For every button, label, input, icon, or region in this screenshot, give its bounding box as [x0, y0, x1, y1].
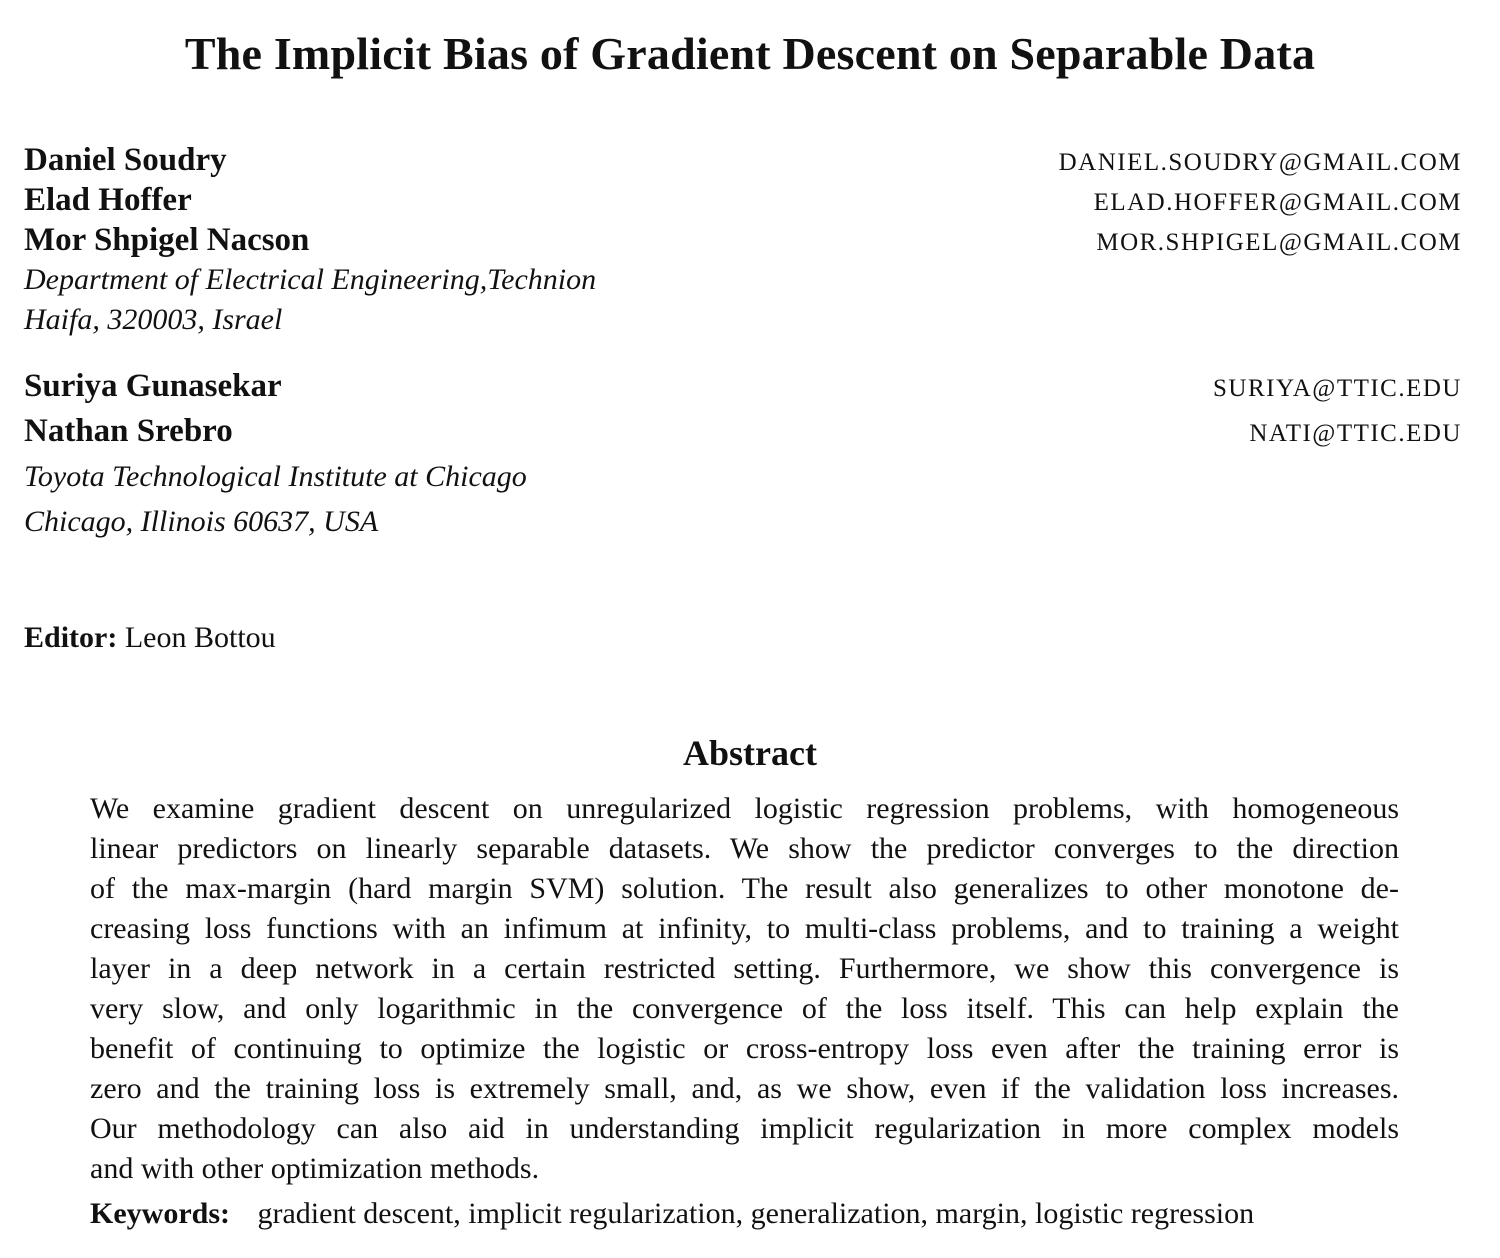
abstract-heading: Abstract [683, 733, 817, 773]
author-name: Suriya Gunasekar [24, 368, 282, 404]
author-group-1 [24, 140, 1462, 340]
editor-label: Editor: [24, 621, 118, 654]
author-row [24, 409, 1462, 454]
author-name: Daniel Soudry [24, 142, 227, 178]
paper-title: The Implicit Bias of Gradient Descent on Separable Data [184, 28, 1316, 79]
editor-name: Leon Bottou [124, 621, 276, 654]
author-email: SURIYA@TTIC.EDU [1213, 375, 1462, 402]
abstract-line: and with other optimization methods. [90, 1152, 540, 1185]
author-email: ELAD.HOFFER@GMAIL.COM [1093, 189, 1462, 216]
author-row [24, 140, 1462, 180]
abstract-line: benefit of continuing to optimize the logistic or cross-entropy loss even after the training error is [90, 1032, 1399, 1065]
author-email: MOR.SHPIGEL@GMAIL.COM [1096, 229, 1462, 256]
abstract-line: Our methodology can also aid in understanding implicit regularization in more complex models [90, 1112, 1399, 1145]
affiliation-line: Haifa, 320003, Israel [24, 303, 283, 336]
author-row [24, 220, 1462, 260]
affiliation-line: Chicago, Illinois 60637, USA [24, 505, 379, 538]
author-name: Nathan Srebro [24, 413, 233, 449]
abstract-line: linear predictors on linearly separable datasets. We show the predictor converges to the direction [90, 832, 1399, 865]
author-email: NATI@TTIC.EDU [1249, 420, 1462, 447]
abstract-line: very slow, and only logarithmic in the convergence of the loss itself. This can help explain the [90, 992, 1399, 1025]
author-name: Elad Hoffer [24, 182, 192, 218]
abstract-line: of the max-margin (hard margin SVM) solution. The result also generalizes to other monotone de- [90, 872, 1399, 905]
abstract-body [90, 789, 1399, 1189]
affiliation-line: Department of Electrical Engineering,Technion [24, 263, 597, 296]
keywords-label: Keywords: [90, 1197, 230, 1230]
abstract-line: layer in a deep network in a certain restricted setting. Furthermore, we show this convergence is [90, 952, 1399, 985]
abstract-line: zero and the training loss is extremely small, and, as we show, even if the validation loss increases. [90, 1072, 1399, 1105]
keywords-line [90, 1192, 1254, 1236]
author-name: Mor Shpigel Nacson [24, 222, 310, 258]
affiliation-line: Toyota Technological Institute at Chicago [24, 460, 527, 493]
author-group-2 [24, 364, 1462, 544]
author-row [24, 364, 1462, 409]
keywords-text: gradient descent, implicit regularization, generalization, margin, logistic regression [257, 1197, 1255, 1230]
editor-line [24, 616, 276, 660]
abstract-line: creasing loss functions with an infimum at infinity, to multi-class problems, and to training a weight [90, 912, 1399, 945]
abstract-line: We examine gradient descent on unregularized logistic regression problems, with homogeneous [90, 792, 1399, 825]
author-row [24, 180, 1462, 220]
author-email: DANIEL.SOUDRY@GMAIL.COM [1058, 149, 1462, 176]
